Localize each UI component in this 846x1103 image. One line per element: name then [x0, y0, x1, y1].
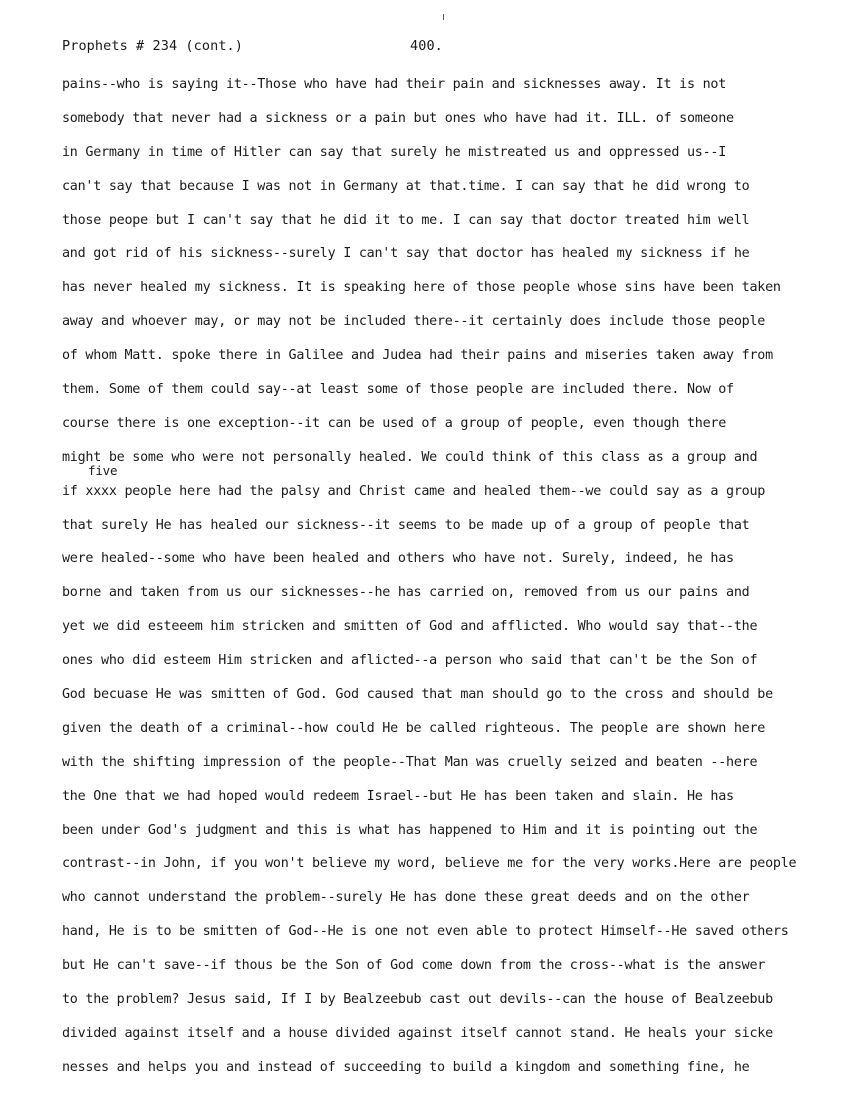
text-line: were healed--some who have been healed and others who have not. Surely, indeed, he has — [62, 551, 734, 567]
text-line: somebody that never had a sickness or a pain but ones who have had it. ILL. of someone — [62, 110, 734, 126]
text-line: been under God's judgment and this is what has happened to Him and it is pointing out the — [62, 822, 758, 838]
text-line: God becuase He was smitten of God. God caused that man should go to the cross and should be — [62, 687, 773, 703]
text-line: given the death of a criminal--how could He be called righteous. The people are shown here — [62, 720, 766, 736]
text-line: divided against itself and a house divided against itself cannot stand. He heals your sicke — [62, 1025, 773, 1041]
margin-mark — [443, 14, 444, 20]
text-line: that surely He has healed our sickness--it seems to be made up of a group of people that — [62, 517, 750, 533]
text-line: borne and taken from us our sicknesses--he has carried on, removed from us our pains and — [62, 585, 750, 601]
text-line: in Germany in time of Hitler can say that surely he mistreated us and oppressed us--I — [62, 144, 727, 160]
text-line: contrast--in John, if you won't believe my word, believe me for the very works.Here are people — [62, 856, 797, 872]
text-line: who cannot understand the problem--surely He has done these great deeds and on the other — [62, 890, 750, 906]
text-line: to the problem? Jesus said, If I by Bealzeebub cast out devils--can the house of Bealzeebub — [62, 992, 773, 1008]
text-line: with the shifting impression of the people--That Man was cruelly seized and beaten --here — [62, 754, 758, 770]
text-line: course there is one exception--it can be used of a group of people, even though there — [62, 415, 727, 431]
page-number: 400. — [410, 38, 443, 54]
text-line: the One that we had hoped would redeem Israel--but He has been taken and slain. He has — [62, 788, 734, 804]
body-text — [62, 76, 842, 1093]
text-line: of whom Matt. spoke there in Galilee and Judea had their pains and miseries taken away from — [62, 348, 773, 364]
text-line: away and whoever may, or may not be included there--it certainly does include those people — [62, 314, 766, 330]
page-header-title: Prophets # 234 (cont.) — [62, 38, 244, 54]
text-line: yet we did esteeem him stricken and smitten of God and afflicted. Who would say that--the — [62, 619, 758, 635]
text-line: them. Some of them could say--at least some of those people are included there. Now of — [62, 382, 734, 398]
text-line: those peope but I can't say that he did it to me. I can say that doctor treated him well — [62, 212, 750, 228]
text-line: but He can't save--if thous be the Son of God come down from the cross--what is the answer — [62, 958, 766, 974]
text-line: has never healed my sickness. It is speaking here of those people whose sins have been taken — [62, 280, 781, 296]
text-line: pains--who is saying it--Those who have had their pain and sicknesses away. It is not — [62, 77, 727, 92]
text-line: hand, He is to be smitten of God--He is one not even able to protect Himself--He saved others — [62, 924, 789, 940]
text-line: ones who did esteem Him stricken and aflicted--a person who said that can't be the Son of — [62, 653, 758, 669]
handwritten-insertion: five — [88, 463, 118, 478]
text-line: and got rid of his sickness--surely I can't say that doctor has healed my sickness if he — [62, 246, 750, 262]
text-line: nesses and helps you and instead of succeeding to build a kingdom and something fine, he — [62, 1059, 750, 1075]
text-line: might be some who were not personally healed. We could think of this class as a group and — [62, 449, 758, 465]
text-line: if xxxx people here had the palsy and Christ came and healed them--we could say as a group — [62, 483, 766, 499]
text-line: can't say that because I was not in Germany at that.time. I can say that he did wrong to — [62, 178, 750, 194]
